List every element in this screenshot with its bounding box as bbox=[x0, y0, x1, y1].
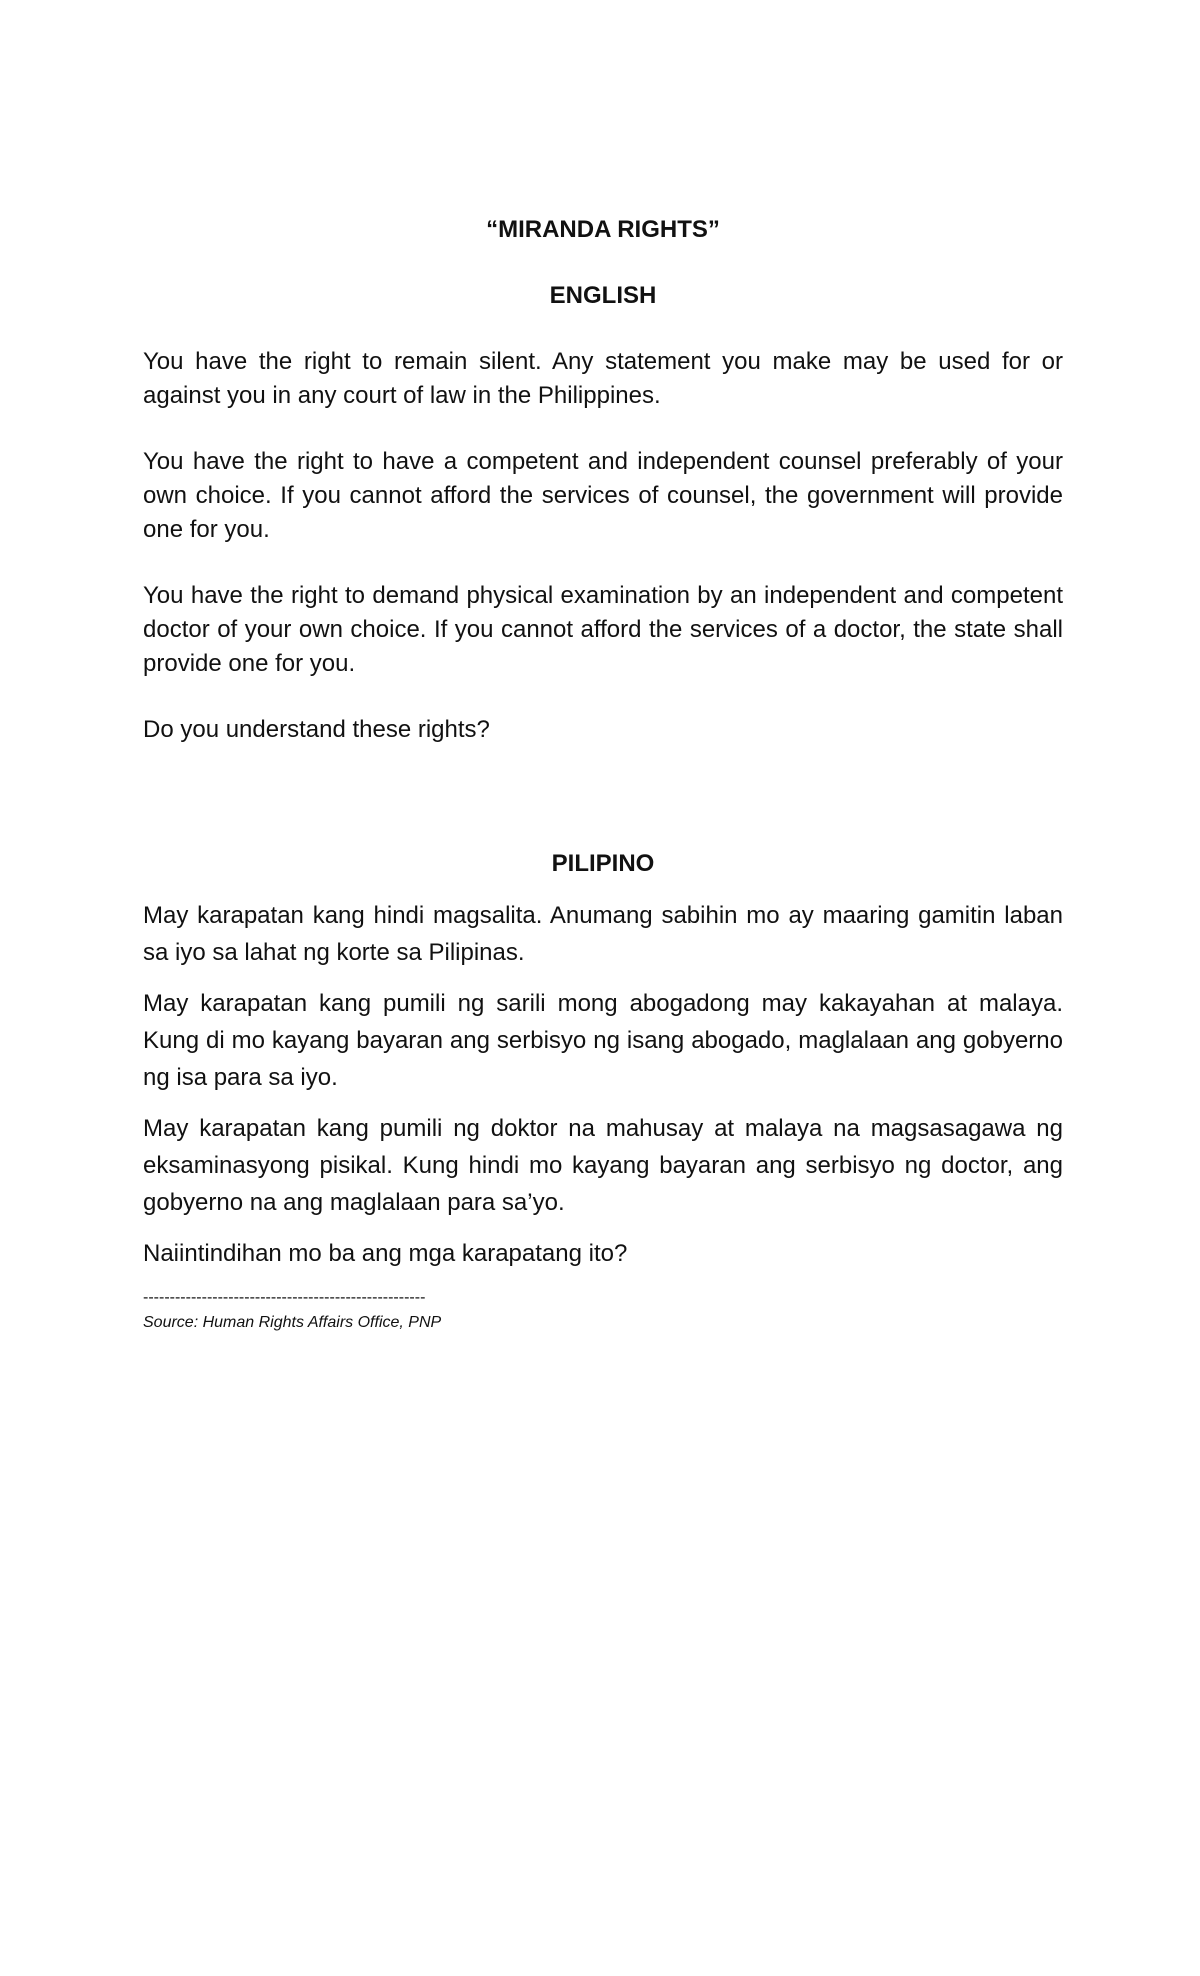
pilipino-paragraph-right-doctor: May karapatan kang pumili ng doktor na mahusay at malaya na magsasagawa ng eksaminasyong pisikal. Kung hindi mo kayang bayaran ang serbisyo ng doctor, ang gobyerno na ang maglalaan para sa’yo. bbox=[143, 1115, 1063, 1216]
document-title: “MIRANDA RIGHTS” bbox=[486, 216, 720, 243]
english-paragraph-right-doctor: You have the right to demand physical examination by an independent and competent doctor of your own choice. If you cannot afford the services of a doctor, the state shall provide one for you. bbox=[143, 582, 1063, 677]
english-paragraph-right-counsel: You have the right to have a competent and independent counsel preferably of your own choice. If you cannot afford the services of counsel, the government will provide one for you. bbox=[143, 448, 1063, 543]
document-content bbox=[143, 213, 1063, 1334]
source-citation: Source: Human Rights Affairs Office, PNP bbox=[143, 1314, 442, 1331]
english-paragraph-question: Do you understand these rights? bbox=[143, 716, 490, 743]
pilipino-paragraph-question: Naiintindihan mo ba ang mga karapatang ito? bbox=[143, 1240, 628, 1267]
pilipino-paragraph-right-silent: May karapatan kang hindi magsalita. Anumang sabihin mo ay maaring gamitin laban sa iyo sa lahat ng korte sa Pilipinas. bbox=[143, 902, 1063, 966]
pilipino-heading: PILIPINO bbox=[551, 850, 655, 877]
english-heading: ENGLISH bbox=[549, 282, 657, 309]
pilipino-paragraph-right-counsel: May karapatan kang pumili ng sarili mong abogadong may kakayahan at malaya. Kung di mo kayang bayaran ang serbisyo ng isang abogado, maglalaan ang gobyerno ng isa para sa iyo. bbox=[143, 990, 1063, 1091]
english-paragraph-right-silent: You have the right to remain silent. Any statement you make may be used for or against you in any court of law in the Philippines. bbox=[143, 348, 1063, 409]
source-separator: ----------------------------------------------------- bbox=[143, 1289, 426, 1306]
